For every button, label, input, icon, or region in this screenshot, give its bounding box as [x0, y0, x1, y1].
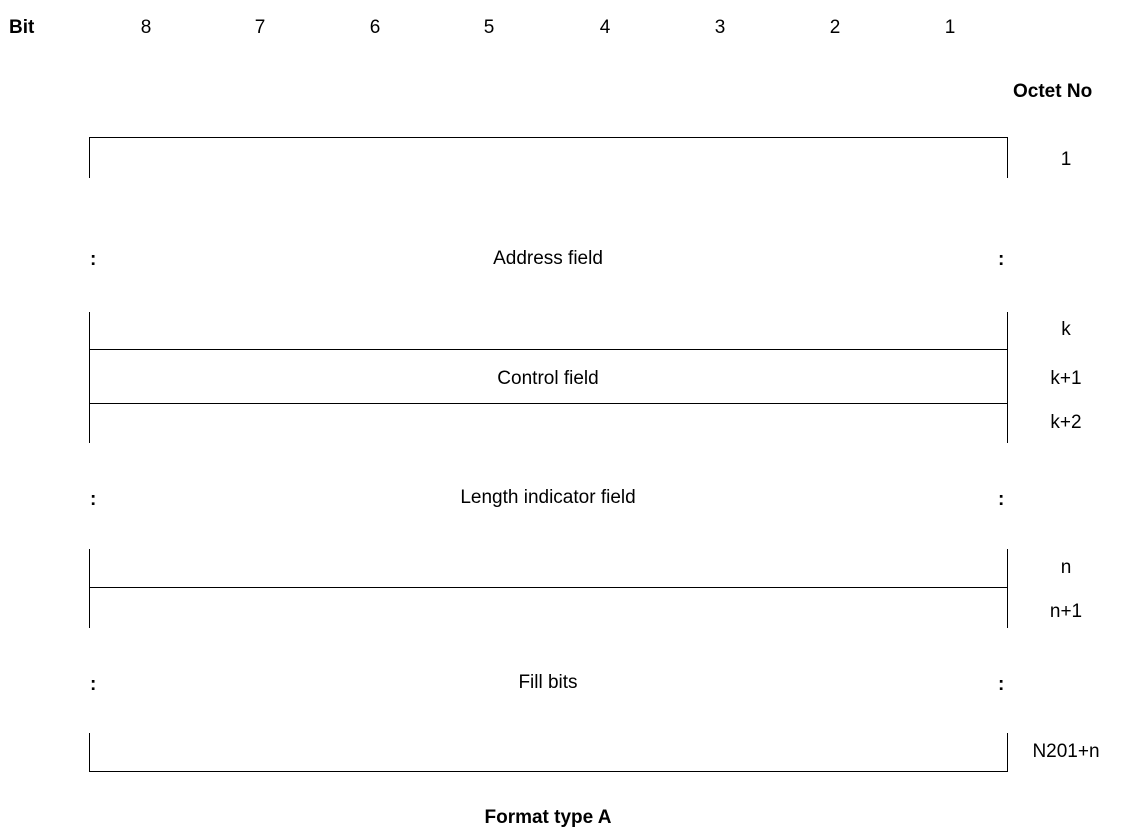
octet-number-k: k [1061, 319, 1071, 340]
continuation-mark-right: : [998, 489, 1005, 510]
octet-number-k-plus-1: k+1 [1050, 368, 1082, 389]
continuation-mark-left: : [90, 674, 97, 695]
bit-number-3: 3 [714, 17, 726, 38]
figure-caption: Format type A [484, 807, 612, 828]
fill-bits-label: Fill bits [518, 672, 578, 693]
control-field-label: Control field [497, 368, 599, 389]
frame-top-border [89, 137, 1008, 138]
octet-number-label: Octet No [1013, 81, 1093, 102]
bit-number-6: 6 [369, 17, 381, 38]
frame-right-edge-lower [1007, 549, 1008, 628]
address-field-label: Address field [493, 248, 603, 269]
length-indicator-bottom-border [89, 587, 1008, 588]
bit-number-2: 2 [829, 17, 841, 38]
octet-number-k-plus-2: k+2 [1050, 412, 1082, 433]
control-field-top-border [89, 349, 1008, 350]
frame-left-edge-bottom [89, 733, 90, 772]
frame-right-edge-middle [1007, 312, 1008, 443]
continuation-mark-right: : [998, 249, 1005, 270]
octet-number-n: n [1060, 557, 1072, 578]
bit-number-1: 1 [944, 17, 956, 38]
continuation-mark-left: : [90, 249, 97, 270]
control-field-bottom-border [89, 403, 1008, 404]
continuation-mark-right: : [998, 674, 1005, 695]
frame-left-edge-middle [89, 312, 90, 443]
frame-left-edge-lower [89, 549, 90, 628]
bit-number-4: 4 [599, 17, 611, 38]
frame-right-edge-bottom [1007, 733, 1008, 772]
bit-number-5: 5 [483, 17, 495, 38]
frame-left-edge-top [89, 137, 90, 178]
bit-number-7: 7 [254, 17, 266, 38]
octet-number-n201-plus-n: N201+n [1032, 741, 1100, 762]
frame-bottom-border [89, 771, 1008, 772]
bit-number-8: 8 [140, 17, 152, 38]
octet-number-1: 1 [1060, 149, 1072, 170]
bit-label: Bit [9, 17, 35, 38]
octet-number-n-plus-1: n+1 [1049, 601, 1083, 622]
frame-right-edge-top [1007, 137, 1008, 178]
continuation-mark-left: : [90, 489, 97, 510]
length-indicator-field-label: Length indicator field [460, 487, 636, 508]
